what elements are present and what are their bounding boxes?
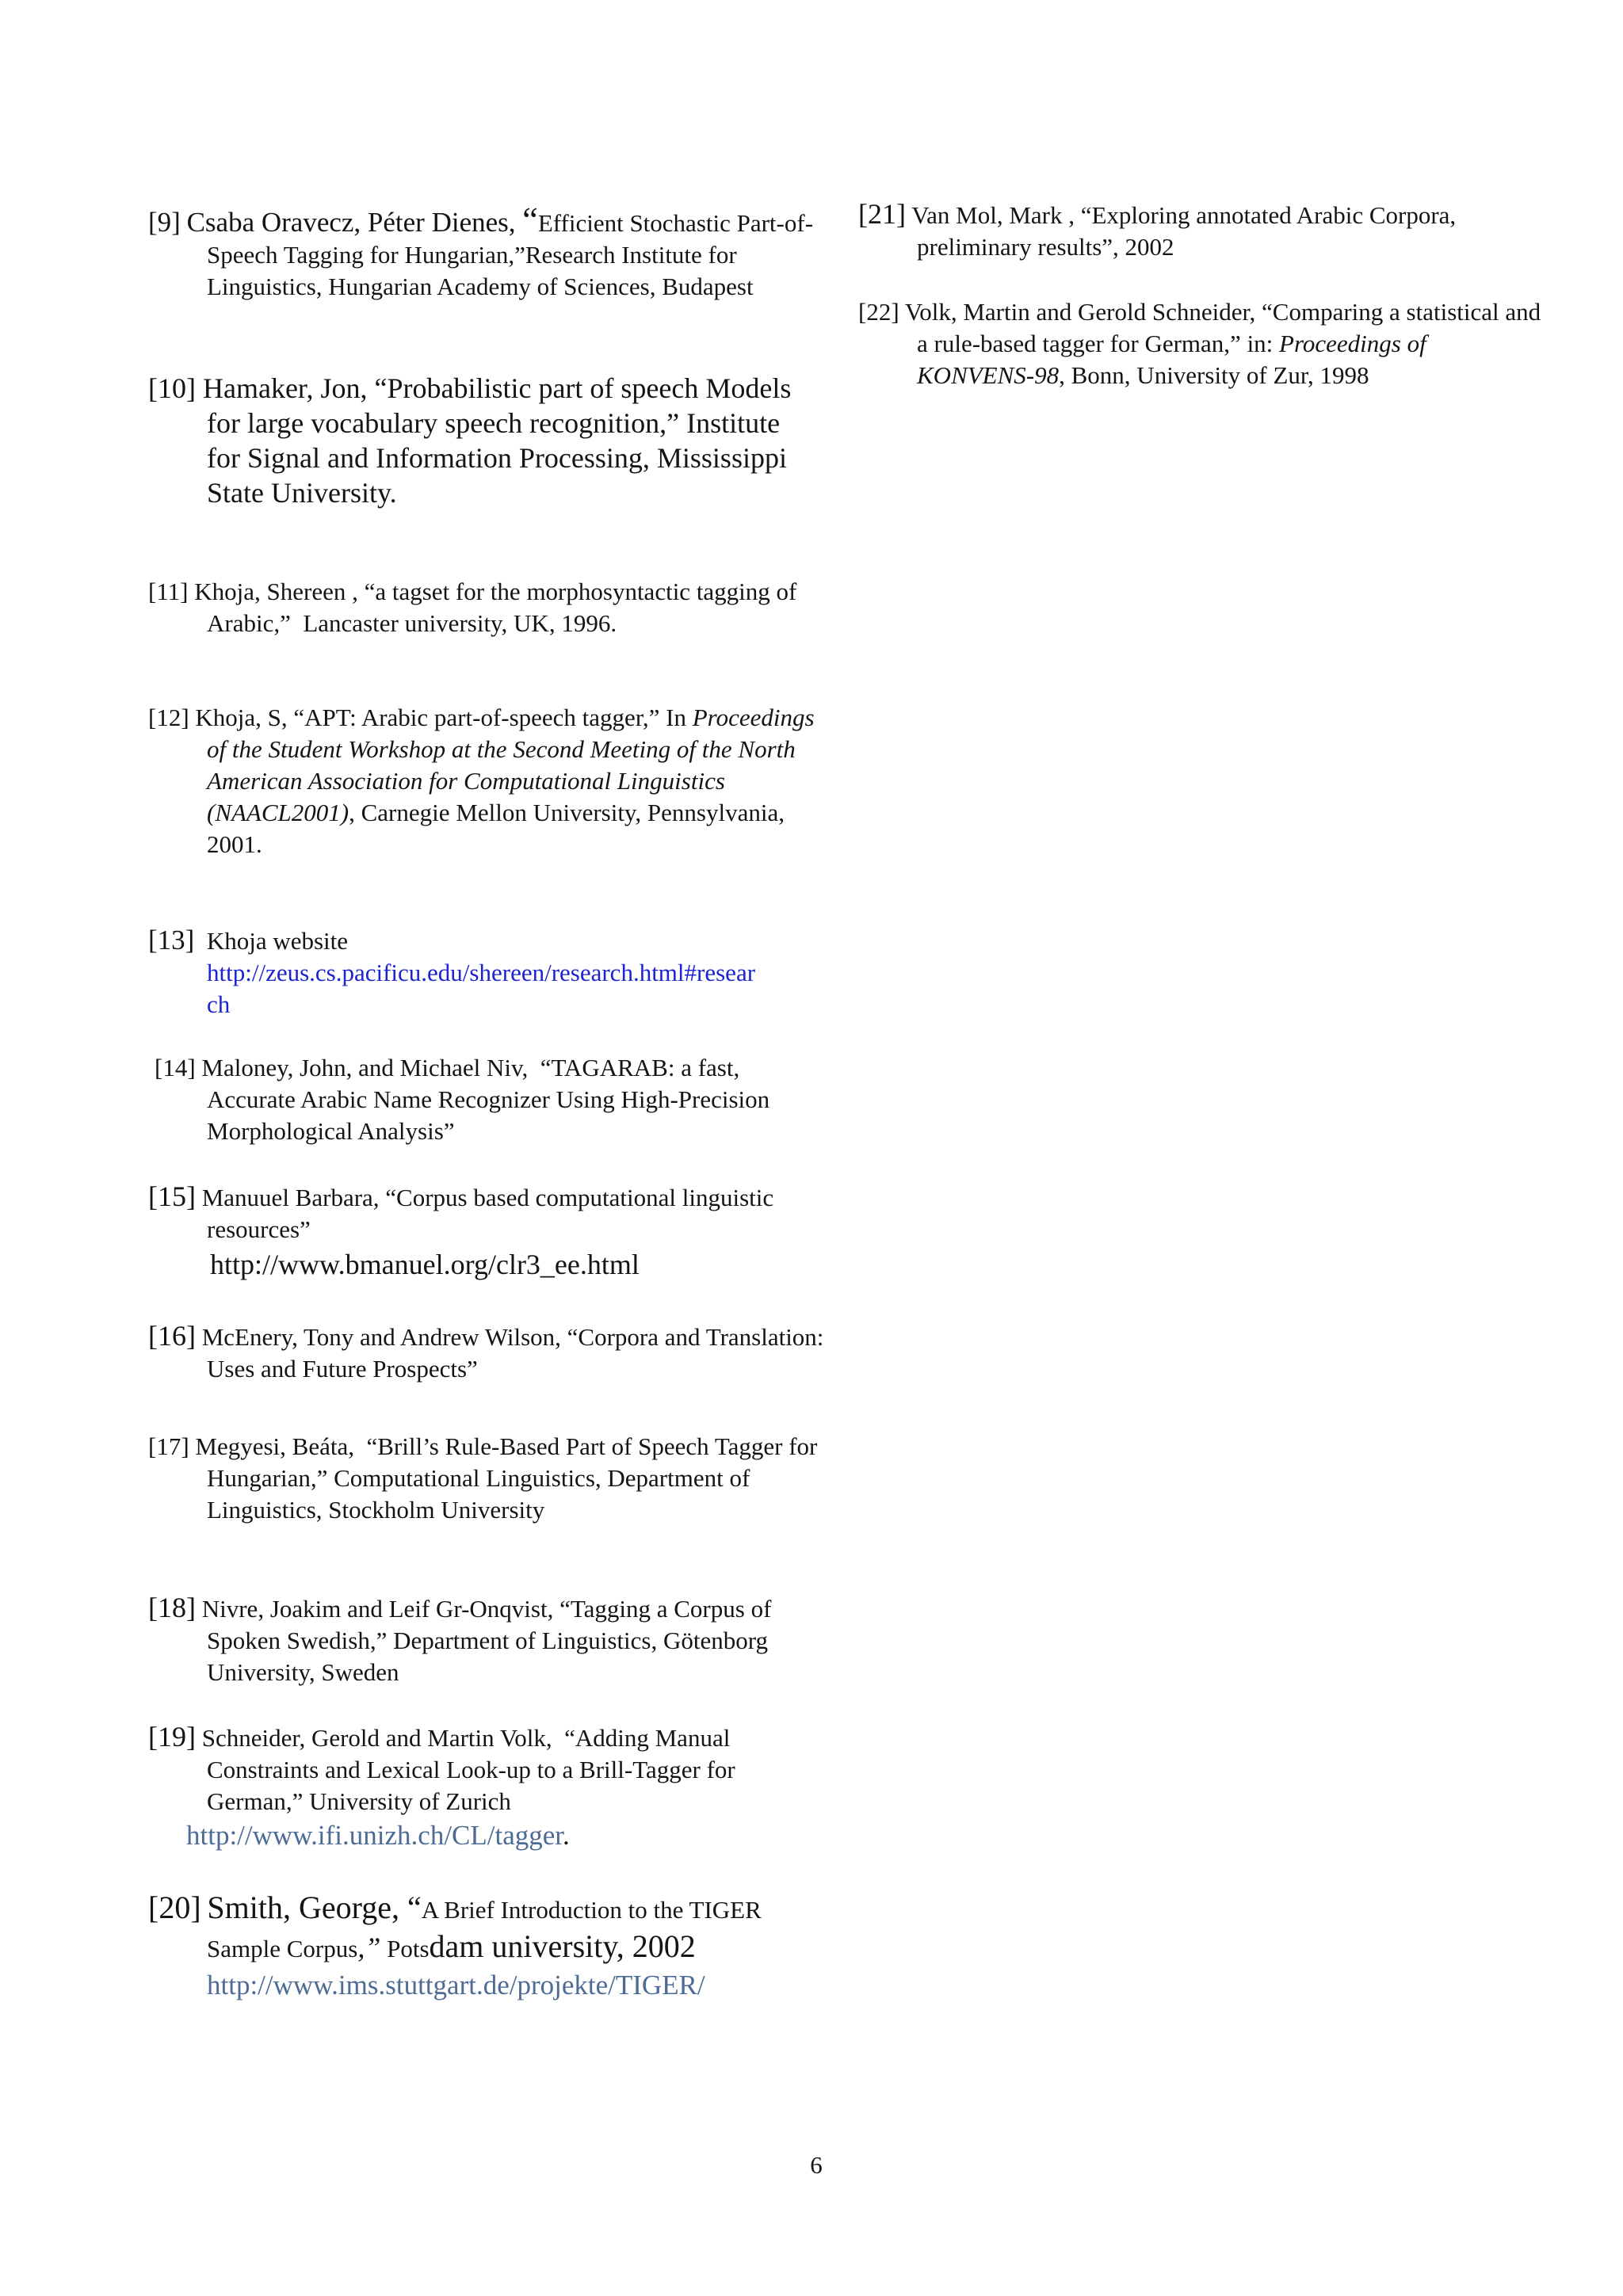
- ref-text: McEnery, Tony and Andrew Wilson, “Corpora and Translation: Uses and Future Prospects”: [201, 1323, 831, 1383]
- ref-label: [16]: [148, 1320, 196, 1352]
- ref-text: Megyesi, Beáta, “Brill’s Rule-Based Part of Speech Tagger for Hungarian,” Computational Linguistics, Department of Linguistics, Stockholm University: [195, 1432, 824, 1524]
- ref-text: Maloney, John, and Michael Niv, “TAGARAB: a fast, Accurate Arabic Name Recognizer Using High-Precision Morphological Analysis”: [201, 1054, 776, 1145]
- reference-21: [858, 198, 1535, 263]
- ref-label: [14]: [155, 1054, 196, 1081]
- reference-9: [9] Csaba Oravecz, Péter Dienes, “Efficient Stochastic Part-of-Speech Tagging for Hungarian,”Research Institute for Linguistics, Hungarian Academy of Sciences, Budapest: [148, 200, 814, 300]
- ref-label: [11]: [148, 578, 189, 605]
- ref-venue: Research Institute for Linguistics, Hungarian Academy of Sciences, Budapest: [207, 241, 754, 300]
- ref-label: [19]: [148, 1721, 196, 1753]
- ref-text: Khoja, S, “APT: Arabic part-of-speech tagger,” In: [195, 704, 693, 731]
- reference-22: [858, 296, 1547, 391]
- ref-text: Khoja website: [200, 927, 349, 955]
- reference-17: [148, 1431, 833, 1526]
- reference-20: [20] Smith, George, “A Brief Introduction to the TIGER Sample Corpus,” Potsdam university, 2002 http://www.ims.stuttgart.de/projekte/TIGER/: [148, 1890, 825, 2004]
- ref-label: [18]: [148, 1592, 196, 1623]
- ref-authors: Csaba Oravecz, Péter Dienes,: [186, 207, 523, 238]
- reference-18: [148, 1592, 825, 1688]
- ref-venue: Proceedings of KONVENS-98: [917, 330, 1439, 389]
- ref-text: Nivre, Joakim and Leif Gr-Onqvist, “Tagging a Corpus of Spoken Swedish,” Department of Linguistics, Götenborg University, Sweden: [201, 1595, 778, 1686]
- ref-rest: , Bonn, University of Zur, 1998: [1059, 361, 1369, 389]
- ref-title: Efficient Stochastic Part-of-Speech Tagging for Hungarian,”: [207, 209, 814, 269]
- reference-11: [148, 576, 825, 639]
- ref-label: [9]: [148, 207, 181, 238]
- ref-text: Khoja, Shereen , “a tagset for the morphosyntactic tagging of Arabic,” Lancaster university, UK, 1996.: [194, 578, 802, 637]
- ref-label: [20]: [148, 1890, 201, 1925]
- ref-text: Van Mol, Mark , “Exploring annotated Arabic Corpora, preliminary results”, 2002: [911, 201, 1462, 261]
- reference-15: [148, 1180, 825, 1283]
- ref-link[interactable]: http://zeus.cs.pacificu.edu/shereen/research.html#research: [207, 959, 756, 1018]
- ref-label: [21]: [858, 198, 906, 230]
- ref-title: A Brief Introduction to the TIGER Sample Corpus: [207, 1896, 768, 1962]
- reference-19: [148, 1721, 825, 1854]
- ref-link[interactable]: http://www.ims.stuttgart.de/projekte/TIGER/: [207, 1970, 705, 2000]
- ref-venue: Proceedings of the Student Workshop at the Second Meeting of the North American Association for Computational Linguistics (NAACL2001): [207, 704, 821, 826]
- page-number: 6: [810, 2151, 823, 2179]
- ref-label: [15]: [148, 1180, 196, 1212]
- reference-12: [148, 702, 825, 860]
- ref-link[interactable]: http://www.ifi.unizh.ch/CL/tagger: [186, 1820, 563, 1851]
- ref-label: [12]: [148, 704, 189, 731]
- ref-link[interactable]: http://www.bmanuel.org/clr3_ee.html: [210, 1249, 640, 1280]
- ref-text: Manuuel Barbara, “Corpus based computational linguistic resources”: [201, 1184, 780, 1243]
- ref-text: Schneider, Gerold and Martin Volk, “Adding Manual Constraints and Lexical Look-up to a Brill-Tagger for German,” University of Zurich: [201, 1724, 742, 1815]
- ref-label: [13]: [148, 925, 195, 955]
- reference-13: [148, 925, 825, 1020]
- ref-label: [10]: [148, 372, 196, 404]
- ref-label: [22]: [858, 298, 899, 326]
- reference-16: [148, 1320, 841, 1385]
- ref-authors: Smith, George, “: [207, 1890, 422, 1925]
- reference-14: [155, 1052, 819, 1147]
- ref-link-line: http://www.ifi.unizh.ch/CL/tagger.: [186, 1820, 570, 1851]
- ref-label: [17]: [148, 1432, 189, 1460]
- ref-rest: , Carnegie Mellon University, Pennsylvania, 2001.: [207, 799, 791, 858]
- reference-10: [148, 371, 809, 510]
- ref-text: Hamaker, Jon, “Probabilistic part of speech Models for large vocabulary speech recognition,” Institute for Signal and Information Processing, Mississippi State University.: [202, 372, 799, 509]
- ref-text: Volk, Martin and Gerold Schneider, “Comparing a statistical and a rule-based tagger for German,” in:: [904, 298, 1547, 357]
